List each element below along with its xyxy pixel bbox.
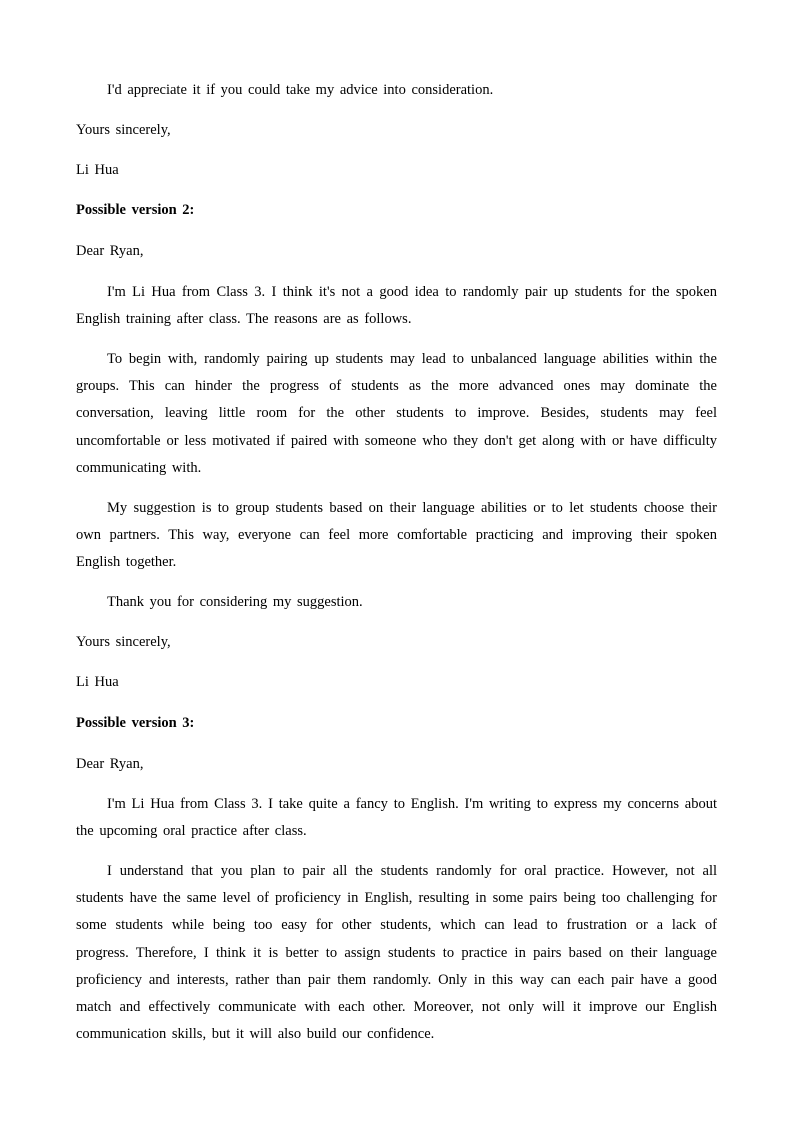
closing-sentence: I'd appreciate it if you could take my advice into consideration. <box>107 82 494 98</box>
signature-name: Li Hua <box>76 162 119 178</box>
paragraph: My suggestion is to group students based on their language abilities or to let students choose their own partners. This way, everyone can feel more comfortable practicing and improving their spoken English together. <box>76 500 717 571</box>
salutation: Dear Ryan, <box>76 243 144 259</box>
sign-off: Yours sincerely, <box>76 122 171 138</box>
signature-name: Li Hua <box>76 674 119 690</box>
paragraph: I understand that you plan to pair all the students randomly for oral practice. However, not all students have the same level of proficiency in English, resulting in some pairs being too challenging for some students while being too easy for other students, which can lead to frustration or a lack of progress. Therefore, I think it is better to assign students to practice in pairs based on their language proficiency and interests, rather than pair them randomly. Only in this way can each pair have a good match and effectively communicate with each other. Moreover, not only will it improve our English communication skills, but it will also build our confidence. <box>76 863 717 1043</box>
salutation: Dear Ryan, <box>76 756 144 772</box>
paragraph: I'm Li Hua from Class 3. I think it's not a good idea to randomly pair up students for the spoken English training after class. The reasons are as follows. <box>76 284 717 328</box>
paragraph: Thank you for considering my suggestion. <box>107 594 363 610</box>
version-heading: Possible version 3: <box>76 715 195 731</box>
sign-off: Yours sincerely, <box>76 634 171 650</box>
paragraph: I'm Li Hua from Class 3. I take quite a fancy to English. I'm writing to express my concerns about the upcoming oral practice after class. <box>76 796 717 840</box>
version-heading: Possible version 2: <box>76 202 195 218</box>
paragraph: To begin with, randomly pairing up students may lead to unbalanced language abilities within the groups. This can hinder the progress of students as the more advanced ones may dominate the conversation, leaving little room for the other students to improve. Besides, students may feel uncomfortable or less motivated if paired with someone who they don't get along with or have difficulty communicating with. <box>76 351 717 476</box>
